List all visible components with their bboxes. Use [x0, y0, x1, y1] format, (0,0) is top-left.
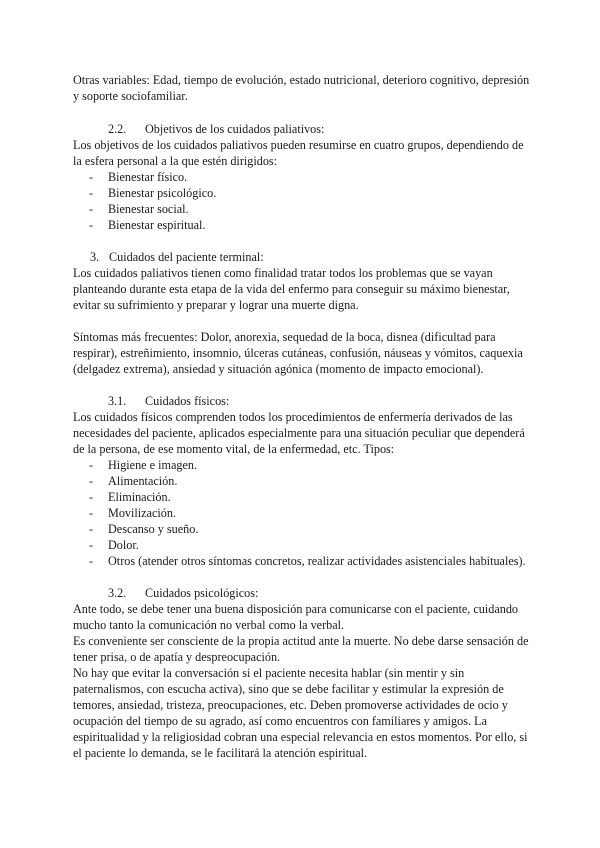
section-number: 2.2. — [108, 122, 127, 136]
section-3-paragraph — [73, 265, 533, 313]
text-line: Ante todo, se debe tener una buena disposición para comunicarse con el paciente, cuidando — [73, 602, 519, 616]
section-title: Objetivos de los cuidados paliativos: — [145, 122, 325, 136]
list-item-text: Bienestar psicológico. — [108, 186, 217, 200]
text-line: tener prisa, o de apatía y despreocupación. — [73, 650, 281, 664]
text-line: y soporte sociofamiliar. — [73, 89, 188, 103]
text-line: Otras variables: Edad, tiempo de evolución, estado nutricional, deterioro cognitivo, depresión — [73, 73, 530, 87]
text-line: temores, ansiedad, tristeza, preocupaciones, etc. Deben promoverse actividades de ocio y — [73, 698, 508, 712]
list-item-text: Dolor. — [108, 538, 139, 552]
list-dash: - — [89, 538, 94, 552]
section-number: 3.2. — [108, 586, 127, 600]
list-item-text: Descanso y sueño. — [108, 522, 199, 536]
list-dash: - — [89, 458, 94, 472]
text-line: necesidades del paciente, aplicados especialmente para una situación peculiar que dependerá — [73, 426, 525, 440]
list-dash: - — [89, 202, 94, 216]
section-2-2-paragraph — [73, 137, 533, 169]
list-dash: - — [89, 186, 94, 200]
text-line: espiritualidad y la religiosidad cobran una especial relevancia en estos momentos. Por ello, si — [73, 730, 528, 744]
list-item-text: Movilización. — [108, 506, 177, 520]
symptoms-paragraph — [73, 329, 533, 377]
list-item-text: Otros (atender otros síntomas concretos, realizar actividades asistenciales habituales). — [108, 554, 526, 568]
intro-paragraph — [73, 72, 533, 104]
text-line: Síntomas más frecuentes: Dolor, anorexia, sequedad de la boca, disnea (dificultad para — [73, 330, 496, 344]
text-line: la esfera personal a la que estén dirigidos: — [73, 154, 278, 168]
text-line: paternalismos, con escucha activa), sino que se debe facilitar y estimular la expresión de — [73, 682, 504, 696]
list-dash: - — [89, 474, 94, 488]
text-line: respirar), estreñimiento, insomnio, úlceras cutáneas, confusión, náuseas y vómitos, caquexia — [73, 346, 523, 360]
text-line: (delgadez extrema), ansiedad y situación agónica (momento de impacto emocional). — [73, 362, 484, 376]
section-title: Cuidados físicos: — [145, 394, 230, 408]
section-title: Cuidados del paciente terminal: — [109, 250, 264, 264]
list-dash: - — [89, 490, 94, 504]
text-line: No hay que evitar la conversación si el paciente necesita hablar (sin mentir y sin — [73, 666, 465, 680]
text-line: Los cuidados físicos comprenden todos los procedimientos de enfermería derivados de las — [73, 410, 513, 424]
list-item-text: Eliminación. — [108, 490, 171, 504]
list-item-text: Higiene e imagen. — [108, 458, 198, 472]
section-title: Cuidados psicológicos: — [145, 586, 259, 600]
text-line: Es conveniente ser consciente de la propia actitud ante la muerte. No debe darse sensación de — [73, 634, 529, 648]
section-3-1-paragraph — [73, 409, 533, 457]
list-item-text: Bienestar social. — [108, 202, 189, 216]
list-dash: - — [89, 218, 94, 232]
list-dash: - — [89, 170, 94, 184]
list-dash: - — [89, 522, 94, 536]
section-3-2-paragraph — [73, 601, 533, 761]
text-line: de la persona, de ese momento vital, de la enfermedad, etc. Tipos: — [73, 442, 395, 456]
list-dash: - — [89, 554, 94, 568]
text-line: Los cuidados paliativos tienen como finalidad tratar todos los problemas que se vayan — [73, 266, 493, 280]
list-dash: - — [89, 506, 94, 520]
text-line: Los objetivos de los cuidados paliativos pueden resumirse en cuatro grupos, dependiendo de — [73, 138, 524, 152]
list-item-text: Bienestar físico. — [108, 170, 188, 184]
text-line: el paciente lo demanda, se le facilitará la atención espiritual. — [73, 746, 368, 760]
text-line: evitar su sufrimiento y preparar y lograr una muerte digna. — [73, 298, 359, 312]
list-item-text: Bienestar espiritual. — [108, 218, 206, 232]
section-number: 3. — [90, 250, 100, 264]
section-number: 3.1. — [108, 394, 127, 408]
list-item-text: Alimentación. — [108, 474, 178, 488]
text-line: ocupación del tiempo de su agrado, así como encuentros con familiares y amigos. La — [73, 714, 487, 728]
text-line: planteando durante esta etapa de la vida del enfermo para conseguir su máximo bienestar, — [73, 282, 510, 296]
text-line: mucho tanto la comunicación no verbal como la verbal. — [73, 618, 345, 632]
